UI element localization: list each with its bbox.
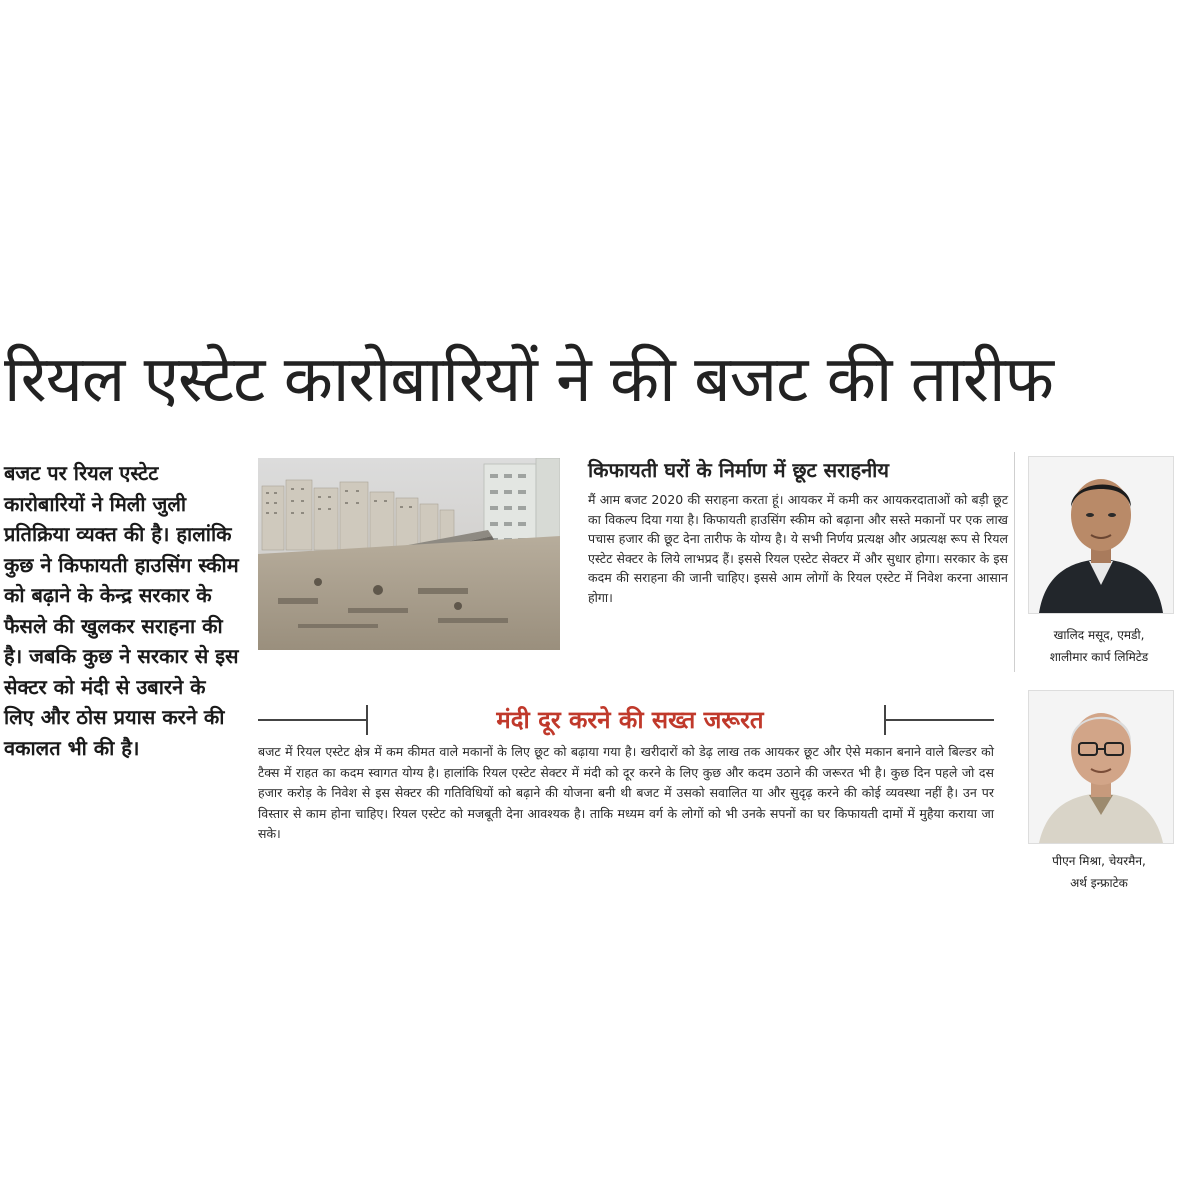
caption-khalid-masood (1024, 624, 1174, 668)
section1-body: मैं आम बजट 2020 की सराहना करता हूं। आयकर में कमी कर आयकरदाताओं को बड़ी छूट का विकल्प दिया गया है। किफायती हाउसिंग स्कीम को बढ़ाना और सस्ते मकानों पर एक लाख पचास हजार की छूट देना तारीफ के योग्य है। ये सभी निर्णय प्रत्यक्ष और अप्रत्यक्ष रूप से रियल एस्टेट सेक्टर के लिये लाभप्रद हैं। इससे रियल एस्टेट सेक्टर में और सुधार होगा। सरकार के इस कदम की सराहना की जानी चाहिए। इससे आम लोगों के रियल एस्टेट में निवेश करना आसान होगा। (588, 492, 1008, 605)
column-divider (1014, 452, 1015, 672)
caption-pn-mishra (1024, 850, 1174, 894)
headline: रियल एस्टेट कारोबारियों ने की बजट की तारीफ (4, 343, 1053, 417)
portrait-pn-mishra (1028, 690, 1174, 844)
caption-company: अर्थ इन्फ्राटेक (1070, 876, 1128, 890)
lead-paragraph: बजट पर रियल एस्टेट कारोबारियों ने मिली जुली प्रतिक्रिया व्यक्त की है। हालांकि कुछ ने किफायती हाउसिंग स्कीम को बढ़ाने के केन्द्र सरकार के फैसले की खुलकर सराहना की है। जबकि कुछ ने सरकार से इस सेक्टर को मंदी से उबारने के लिए और ठोस प्रयास करने की वकालत भी की है। (4, 461, 239, 760)
section2-body: बजट में रियल एस्टेट क्षेत्र में कम कीमत वाले मकानों के लिए छूट को बढ़ाया गया है। खरीदारों को डेढ़ लाख तक आयकर छूट और ऐसे मकान बनाने वाले बिल्डर को टैक्स में राहत का कदम स्वागत योग्य है। हालांकि रियल एस्टेट सेक्टर में मंदी को दूर करने के लिए कुछ और कदम उठाने की जरूरत भी है। कुछ दिन पहले जो दस हजार करोड़ के निवेश से इस सेक्टर की गतिविधियों को बढ़ाने की योजना बनी थी बजट में उसको सवालित या और सुदृढ़ करने की कोई व्यवस्था नहीं है। उन पर विस्तार से काम होना चाहिए। रियल एस्टेट को मजबूती देना आवश्यक है। ताकि मध्यम वर्ग के लोगों को भी उनके सपनों का घर किफायती दामों में मुहैया कराया जा सके। (258, 744, 994, 841)
caption-name: खालिद मसूद, एमडी, (1053, 628, 1145, 642)
portrait-khalid-masood (1028, 456, 1174, 614)
caption-company: शालीमार कार्प लिमिटेड (1049, 650, 1149, 664)
construction-site-photo (258, 458, 560, 650)
section1-title: किफायती घरों के निर्माण में छूट सराहनीय (588, 458, 889, 482)
caption-name: पीएन मिश्रा, चेयरमैन, (1052, 854, 1146, 868)
section2-title: मंदी दूर करने की सख्त जरूरत (496, 706, 764, 734)
